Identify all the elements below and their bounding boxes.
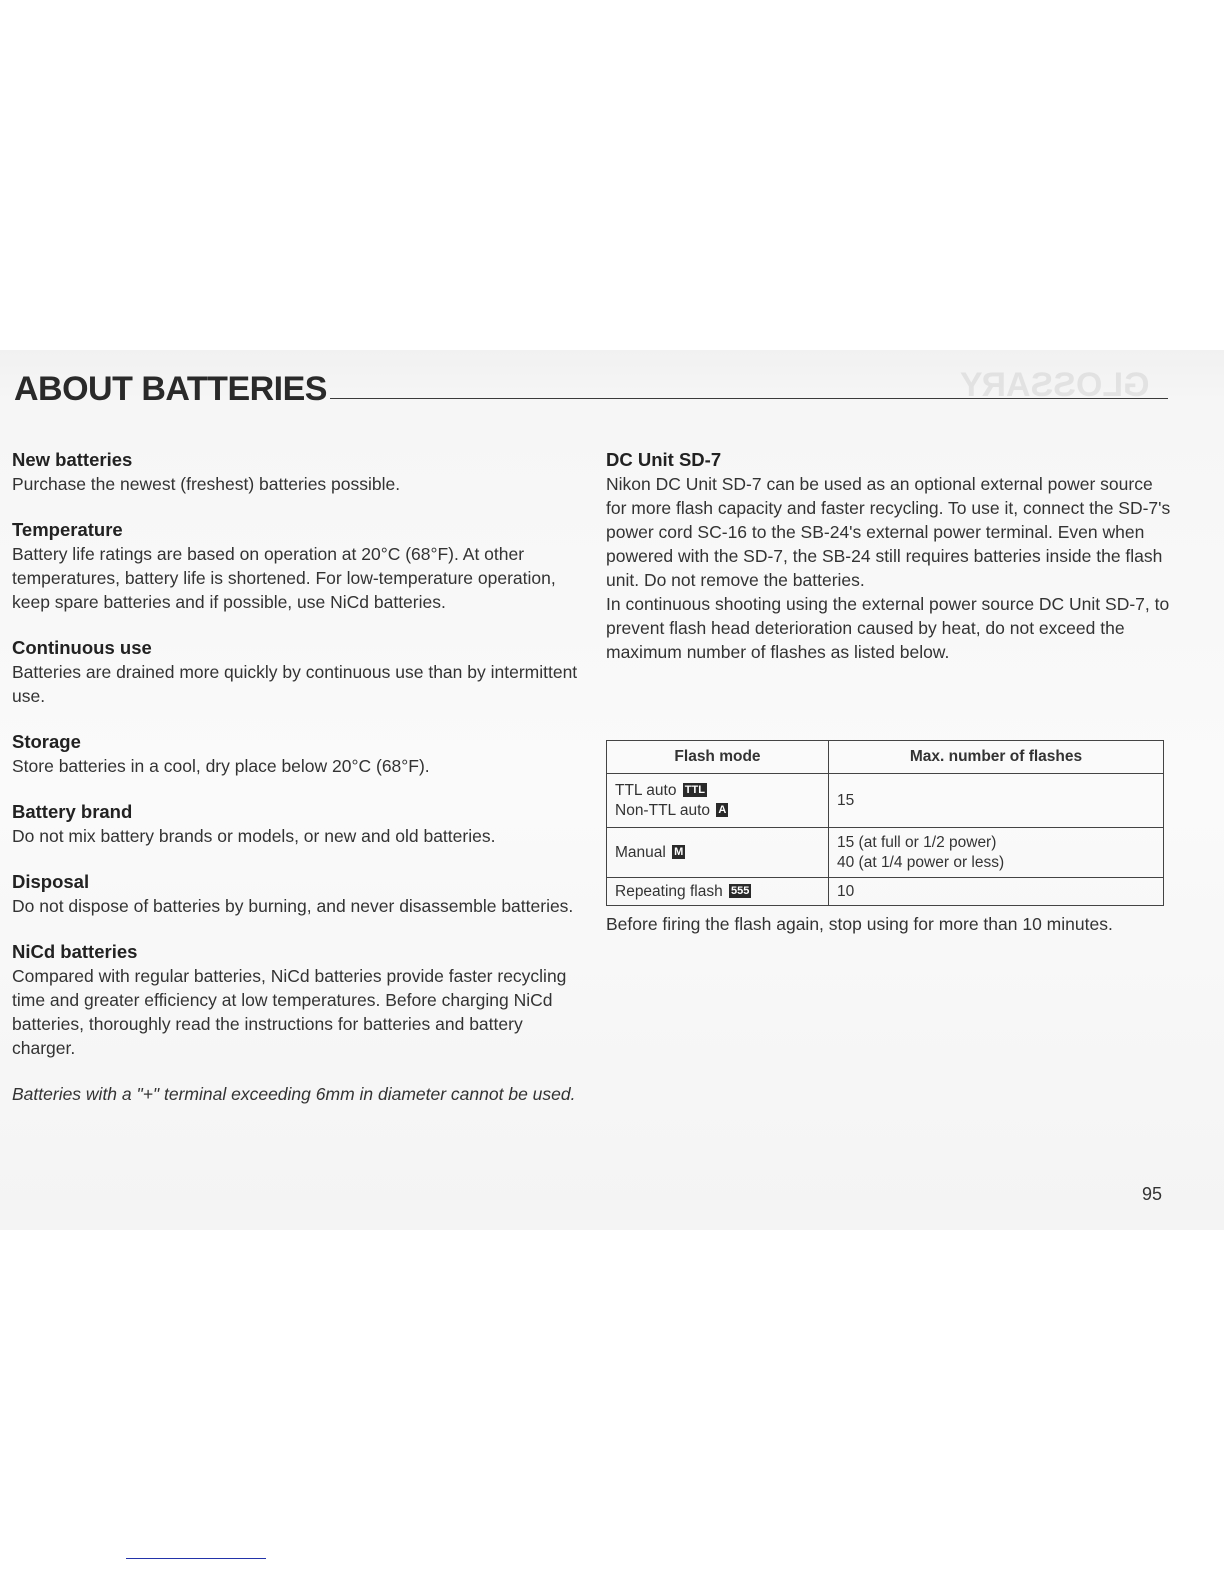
value-line: 40 (at 1/4 power or less) [837,853,1005,871]
section-heading: New batteries [12,449,133,470]
show-through-title: GLOSSARY [960,366,1150,404]
section-storage [12,730,582,778]
left-column [12,448,582,1106]
title-rule [330,398,1168,399]
section-disposal [12,870,582,918]
section-body: Batteries are drained more quickly by continuous use than by intermittent use. [12,662,578,706]
flash-mode-cell [607,774,829,828]
value-line: 15 (at full or 1/2 power) [837,833,997,851]
section-heading: DC Unit SD-7 [606,449,722,470]
section-heading: Temperature [12,519,123,540]
section-body: Store batteries in a cool, dry place below 20°C (68°F). [12,756,430,776]
section-body: Do not mix battery brands or models, or new and old batteries. [12,826,496,846]
column-header: Flash mode [607,741,829,774]
flash-limits-table [606,740,1164,906]
mode-label: TTL auto [615,781,677,799]
section-body: Do not dispose of batteries by burning, and never disassemble batteries. [12,896,574,916]
footer-rule [126,1558,266,1559]
mode-line [615,781,820,801]
section-body: Purchase the newest (freshest) batteries possible. [12,474,401,494]
dc-unit-paragraph-2: In continuous shooting using the external power source DC Unit SD-7, to prevent flash head deterioration caused by heat, do not exceed the maximum number of flashes as listed below. [606,594,1170,662]
terminal-note: Batteries with a "+" terminal exceeding 6mm in diameter cannot be used. [12,1084,576,1104]
right-column [606,448,1172,686]
manual-mode-icon: M [674,846,684,859]
repeating-flash-icon: 555 [731,885,750,898]
flash-mode-cell [607,878,829,906]
ttl-mode-icon: TTL [684,784,705,797]
section-temperature [12,518,582,614]
mode-label: Manual [615,843,666,861]
section-heading: Continuous use [12,637,152,658]
section-battery-brand [12,800,582,848]
section-heading: Battery brand [12,801,133,822]
dc-unit-paragraph-1: Nikon DC Unit SD-7 can be used as an optional external power source for more flash capacity and faster recycling. To use it, connect the SD-7's power cord SC-16 to the SB-24's external power terminal. Even when powered with the SD-7, the SB-24 still requires batteries inside the flash unit. Do not remove the batteries. [606,474,1171,590]
page-title: ABOUT BATTERIES [14,370,327,408]
table-row [607,774,1164,828]
max-flashes-cell [829,774,1164,828]
mode-line [615,882,820,902]
mode-line [615,843,820,863]
max-flashes-cell [829,878,1164,906]
table-header-row [607,741,1164,774]
section-heading: Storage [12,731,81,752]
section-heading: Disposal [12,871,90,892]
mode-label: Repeating flash [615,882,723,900]
page-number: 95 [1142,1184,1163,1204]
table-row [607,878,1164,906]
mode-label: Non-TTL auto [615,801,711,819]
column-header: Max. number of flashes [829,741,1164,774]
value-line: 10 [837,882,855,900]
section-body: Battery life ratings are based on operation at 20°C (68°F). At other temperatures, battery life is shortened. For low-temperature operation, keep spare batteries and if possible, use NiCd batteries. [12,544,556,612]
section-nicd-batteries [12,940,582,1060]
mode-line [615,801,820,821]
auto-mode-icon: A [718,804,727,817]
table-row [607,828,1164,878]
section-body: Compared with regular batteries, NiCd batteries provide faster recycling time and greater efficiency at low temperatures. Before charging NiCd batteries, thoroughly read the instructions for batteries and battery charger. [12,966,567,1058]
value-line: 15 [837,791,855,809]
section-new-batteries [12,448,582,496]
flash-mode-cell [607,828,829,878]
after-table-note: Before firing the flash again, stop using for more than 10 minutes. [606,914,1113,934]
section-dc-unit [606,448,1172,664]
max-flashes-cell [829,828,1164,878]
section-heading: NiCd batteries [12,941,138,962]
section-continuous-use [12,636,582,708]
